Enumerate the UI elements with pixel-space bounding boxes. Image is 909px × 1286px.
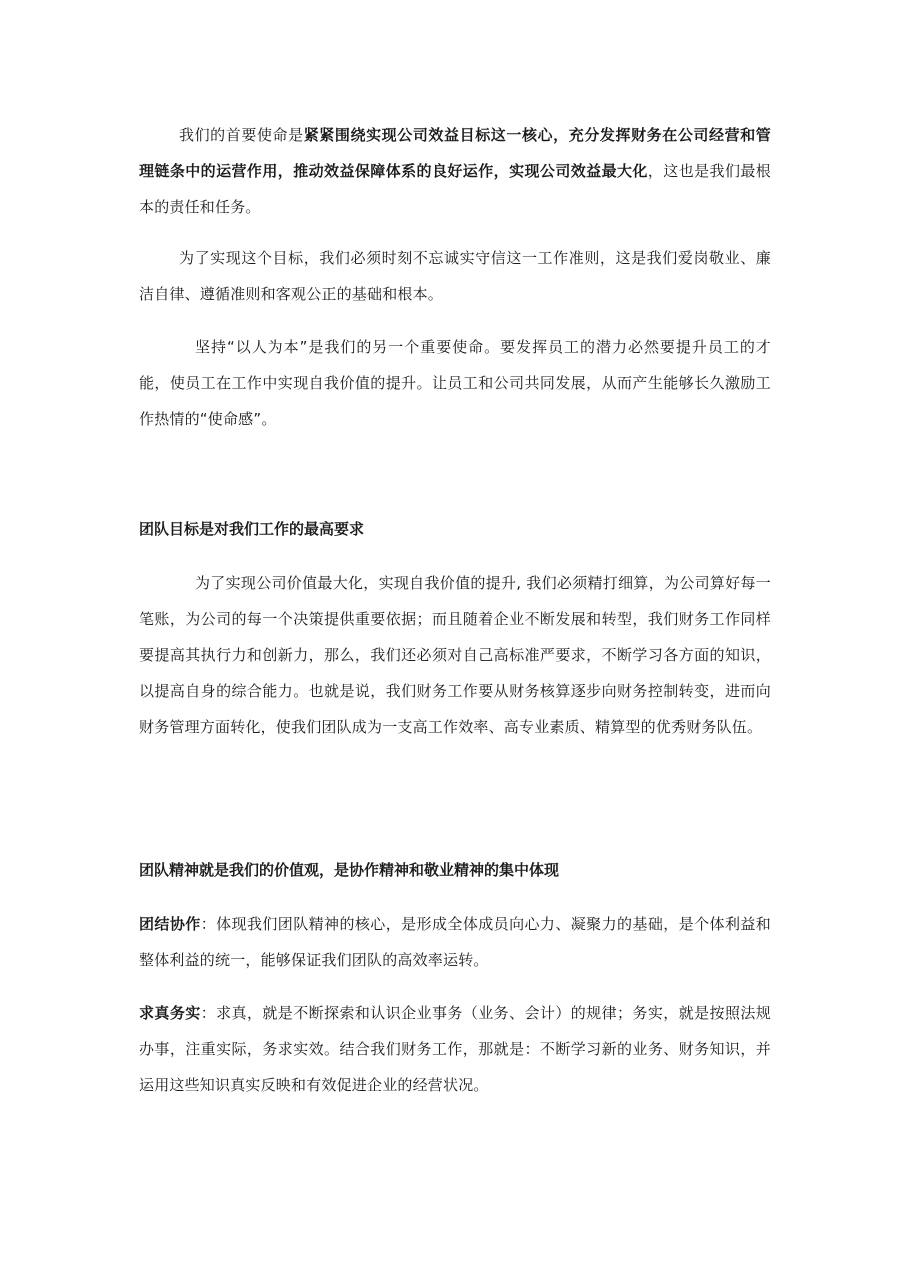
mission-paragraph <box>139 117 771 225</box>
pragmatism-paragraph <box>139 995 771 1103</box>
pragmatism-term: 求真务实 <box>139 1004 201 1022</box>
team-spirit-heading: 团队精神就是我们的价值观，是协作精神和敬业精神的集中体现 <box>139 861 560 879</box>
mission-bold: 紧紧围绕实现公司效益目标这一核心，充分发挥财务在公司经营和管理链条中的运营作用，推动效益保障体系的良好运作，实现公司效益最大化 <box>139 126 771 180</box>
unity-term: 团结协作 <box>139 915 201 933</box>
unity-text: ：体现我们团队精神的核心，是形成全体成员向心力、凝聚力的基础，是个体利益和整体利益的统一，能够保证我们团队的高效率运转。 <box>139 915 771 969</box>
mission-lead: 我们的首要使命是 <box>179 126 304 144</box>
pragmatism-text: ：求真，就是不断探索和认识企业事务（业务、会计）的规律；务实，就是按照法规办事，注重实际，务求实效。结合我们财务工作，那就是：不断学习新的业务、财务知识，并运用这些知识真实反映和有效促进企业的经营状况。 <box>139 1004 771 1094</box>
unity-paragraph <box>139 906 771 978</box>
mission-tail: ，这也是我们最根本的责任和任务。 <box>139 162 771 216</box>
integrity-paragraph: 为了实现这个目标，我们必须时刻不忘诚实守信这一工作准则，这是我们爱岗敬业、廉洁自律、遵循准则和客观公正的基础和根本。 <box>139 249 771 303</box>
people-first-paragraph: 坚持“以人为本”是我们的另一个重要使命。要发挥员工的潜力必然要提升员工的才能，使员工在工作中实现自我价值的提升。让员工和公司共同发展，从而产生能够长久激励工作热情的“使命感”。 <box>139 338 771 428</box>
team-goal-heading: 团队目标是对我们工作的最高要求 <box>139 520 365 538</box>
team-goal-paragraph: 为了实现公司价值最大化，实现自我价值的提升, 我们必须精打细算，为公司算好每一笔账，为公司的每一个决策提供重要依据；而且随着企业不断发展和转型，我们财务工作同样要提高其执行力和创新力，那么，我们还必须对自己高标准严要求，不断学习各方面的知识，以提高自身的综合能力。也就是说，我们财务工作要从财务核算逐步向财务控制转变，进而向财务管理方面转化，使我们团队成为一支高工作效率、高专业素质、精算型的优秀财务队伍。 <box>139 574 771 736</box>
